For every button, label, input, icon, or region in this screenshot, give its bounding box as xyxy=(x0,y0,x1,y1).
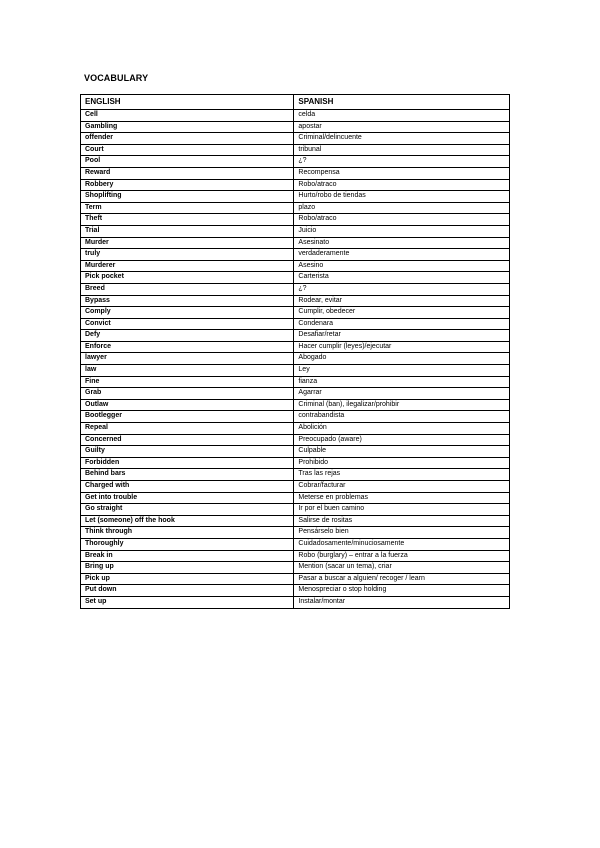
column-header-english: ENGLISH xyxy=(81,95,294,110)
english-term-cell: Get into trouble xyxy=(81,492,294,504)
table-row xyxy=(81,225,510,237)
table-row xyxy=(81,179,510,191)
spanish-translation-cell: Desafiar/retar xyxy=(294,330,510,342)
english-term-cell: Bypass xyxy=(81,295,294,307)
spanish-translation-cell: Ir por el buen camino xyxy=(294,504,510,516)
spanish-translation-cell: Salirse de rositas xyxy=(294,515,510,527)
spanish-translation-cell: Meterse en problemas xyxy=(294,492,510,504)
table-header-row xyxy=(81,95,510,110)
english-term-cell: Pick pocket xyxy=(81,272,294,284)
english-term-cell: Repeal xyxy=(81,423,294,435)
table-row xyxy=(81,237,510,249)
english-term-cell: lawyer xyxy=(81,353,294,365)
table-row xyxy=(81,110,510,122)
english-term-cell: Outlaw xyxy=(81,399,294,411)
spanish-translation-cell: Robo/atraco xyxy=(294,214,510,226)
spanish-translation-cell: fianza xyxy=(294,376,510,388)
english-term-cell: Concerned xyxy=(81,434,294,446)
table-row xyxy=(81,434,510,446)
english-term-cell: Gambling xyxy=(81,121,294,133)
table-row xyxy=(81,214,510,226)
english-term-cell: Thoroughly xyxy=(81,538,294,550)
spanish-translation-cell: Robo/atraco xyxy=(294,179,510,191)
table-row xyxy=(81,353,510,365)
spanish-translation-cell: ¿? xyxy=(294,156,510,168)
english-term-cell: Grab xyxy=(81,388,294,400)
spanish-translation-cell: Criminal/delincuente xyxy=(294,133,510,145)
english-term-cell: Enforce xyxy=(81,341,294,353)
english-term-cell: Convict xyxy=(81,318,294,330)
english-term-cell: Behind bars xyxy=(81,469,294,481)
spanish-translation-cell: Robo (burglary) – entrar a la fuerza xyxy=(294,550,510,562)
english-term-cell: Forbidden xyxy=(81,457,294,469)
table-body xyxy=(81,110,510,609)
english-term-cell: Murder xyxy=(81,237,294,249)
table-row xyxy=(81,388,510,400)
table-row xyxy=(81,515,510,527)
english-term-cell: Term xyxy=(81,202,294,214)
table-row xyxy=(81,376,510,388)
spanish-translation-cell: verdaderamente xyxy=(294,249,510,261)
table-row xyxy=(81,167,510,179)
table-row xyxy=(81,596,510,608)
spanish-translation-cell: Mention (sacar un tema), criar xyxy=(294,562,510,574)
table-row xyxy=(81,330,510,342)
table-row xyxy=(81,573,510,585)
table-row xyxy=(81,260,510,272)
english-term-cell: Cell xyxy=(81,110,294,122)
table-row xyxy=(81,457,510,469)
spanish-translation-cell: plazo xyxy=(294,202,510,214)
table-row xyxy=(81,585,510,597)
table-row xyxy=(81,121,510,133)
table-row xyxy=(81,272,510,284)
spanish-translation-cell: Tras las rejas xyxy=(294,469,510,481)
english-term-cell: Bring up xyxy=(81,562,294,574)
english-term-cell: Guilty xyxy=(81,446,294,458)
spanish-translation-cell: Preocupado (aware) xyxy=(294,434,510,446)
table-row xyxy=(81,295,510,307)
spanish-translation-cell: Criminal (ban), ilegalizar/prohibir xyxy=(294,399,510,411)
english-term-cell: offender xyxy=(81,133,294,145)
english-term-cell: law xyxy=(81,365,294,377)
spanish-translation-cell: Pasar a buscar a alguien/ recoger / learn xyxy=(294,573,510,585)
spanish-translation-cell: Culpable xyxy=(294,446,510,458)
table-row xyxy=(81,399,510,411)
spanish-translation-cell: Instalar/montar xyxy=(294,596,510,608)
table-row xyxy=(81,550,510,562)
spanish-translation-cell: Condenara xyxy=(294,318,510,330)
table-row xyxy=(81,492,510,504)
spanish-translation-cell: Hurto/robo de tiendas xyxy=(294,191,510,203)
spanish-translation-cell: Recompensa xyxy=(294,167,510,179)
table-row xyxy=(81,527,510,539)
english-term-cell: Pool xyxy=(81,156,294,168)
spanish-translation-cell: Asesino xyxy=(294,260,510,272)
spanish-translation-cell: contrabandista xyxy=(294,411,510,423)
table-row xyxy=(81,469,510,481)
english-term-cell: Reward xyxy=(81,167,294,179)
table-row xyxy=(81,411,510,423)
english-term-cell: Think through xyxy=(81,527,294,539)
english-term-cell: Bootlegger xyxy=(81,411,294,423)
english-term-cell: Charged with xyxy=(81,481,294,493)
table-row xyxy=(81,538,510,550)
table-row xyxy=(81,423,510,435)
english-term-cell: Break in xyxy=(81,550,294,562)
spanish-translation-cell: Menospreciar o stop holding xyxy=(294,585,510,597)
english-term-cell: Put down xyxy=(81,585,294,597)
english-term-cell: Shoplifting xyxy=(81,191,294,203)
spanish-translation-cell: Ley xyxy=(294,365,510,377)
column-header-spanish: SPANISH xyxy=(294,95,510,110)
english-term-cell: Set up xyxy=(81,596,294,608)
table-row xyxy=(81,283,510,295)
spanish-translation-cell: Abolición xyxy=(294,423,510,435)
english-term-cell: Murderer xyxy=(81,260,294,272)
english-term-cell: Trial xyxy=(81,225,294,237)
spanish-translation-cell: celda xyxy=(294,110,510,122)
spanish-translation-cell: Prohibido xyxy=(294,457,510,469)
spanish-translation-cell: Carterista xyxy=(294,272,510,284)
english-term-cell: Comply xyxy=(81,307,294,319)
english-term-cell: Let (someone) off the hook xyxy=(81,515,294,527)
table-row xyxy=(81,341,510,353)
english-term-cell: Defy xyxy=(81,330,294,342)
vocabulary-table xyxy=(80,94,510,609)
spanish-translation-cell: Cuidadosamente/minuciosamente xyxy=(294,538,510,550)
spanish-translation-cell: apostar xyxy=(294,121,510,133)
english-term-cell: Theft xyxy=(81,214,294,226)
spanish-translation-cell: Abogado xyxy=(294,353,510,365)
english-term-cell: Court xyxy=(81,144,294,156)
english-term-cell: Fine xyxy=(81,376,294,388)
spanish-translation-cell: Cobrar/facturar xyxy=(294,481,510,493)
table-row xyxy=(81,365,510,377)
english-term-cell: Go straight xyxy=(81,504,294,516)
table-row xyxy=(81,446,510,458)
table-row xyxy=(81,562,510,574)
english-term-cell: Pick up xyxy=(81,573,294,585)
spanish-translation-cell: Rodear, evitar xyxy=(294,295,510,307)
table-row xyxy=(81,481,510,493)
spanish-translation-cell: Juicio xyxy=(294,225,510,237)
english-term-cell: Breed xyxy=(81,283,294,295)
table-row xyxy=(81,249,510,261)
table-row xyxy=(81,133,510,145)
table-row xyxy=(81,144,510,156)
spanish-translation-cell: Asesinato xyxy=(294,237,510,249)
english-term-cell: Robbery xyxy=(81,179,294,191)
table-row xyxy=(81,202,510,214)
document-title: VOCABULARY xyxy=(84,73,149,83)
spanish-translation-cell: Cumplir, obedecer xyxy=(294,307,510,319)
table-row xyxy=(81,307,510,319)
spanish-translation-cell: Pensárselo bien xyxy=(294,527,510,539)
spanish-translation-cell: Hacer cumplir (leyes)/ejecutar xyxy=(294,341,510,353)
spanish-translation-cell: tribunal xyxy=(294,144,510,156)
table-row xyxy=(81,318,510,330)
table-row xyxy=(81,504,510,516)
table-row xyxy=(81,191,510,203)
spanish-translation-cell: ¿? xyxy=(294,283,510,295)
english-term-cell: truly xyxy=(81,249,294,261)
spanish-translation-cell: Agarrar xyxy=(294,388,510,400)
table-row xyxy=(81,156,510,168)
